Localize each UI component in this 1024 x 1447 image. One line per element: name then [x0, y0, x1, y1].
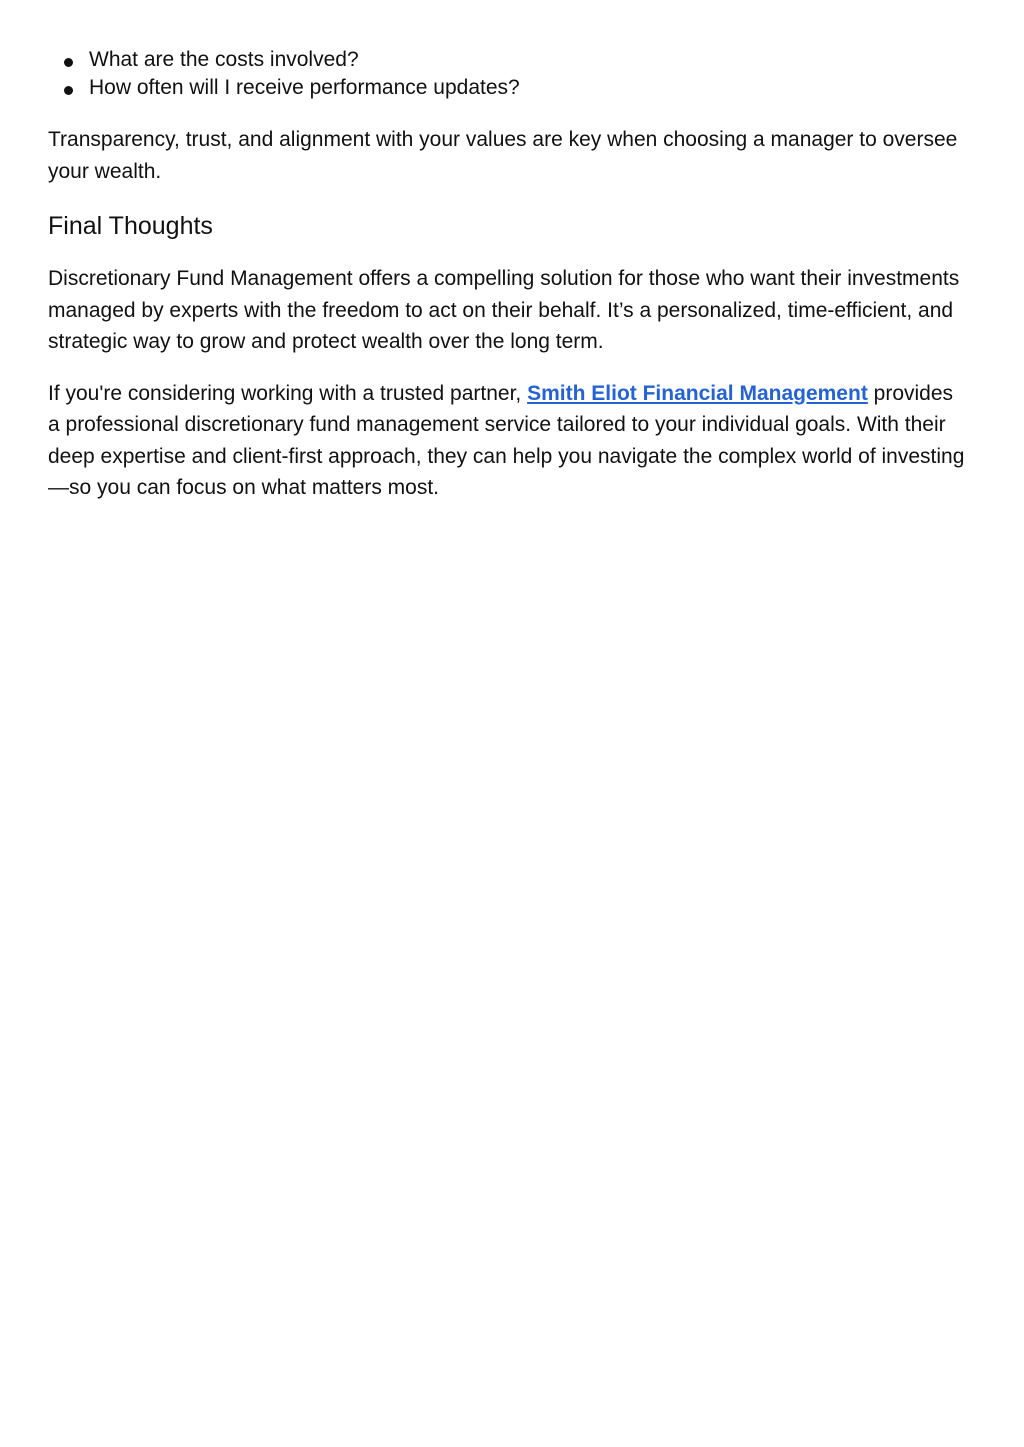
transparency-paragraph: Transparency, trust, and alignment with your values are key when choosing a manager to oversee your wealth.	[48, 128, 958, 183]
list-item	[48, 74, 968, 102]
list-item	[48, 46, 968, 74]
partner-text-before: If you're considering working with a trusted partner,	[48, 381, 528, 405]
bullet-dot-icon	[64, 58, 73, 67]
document-page	[48, 46, 968, 504]
partner-text-after: provides a professional discretionary fund management service tailored to your individual goals. With their deep expertise and client-first approach, they can help you navigate the complex world of investing—so you can focus on what matters most.	[48, 381, 965, 499]
partner-paragraph	[48, 378, 968, 504]
discretionary-paragraph: Discretionary Fund Management offers a compelling solution for those who want their investments managed by experts with the freedom to act on their behalf. It’s a personalized, time-efficient, and strategic way to grow and protect wealth over the long term.	[48, 267, 960, 353]
list-item-text: What are the costs involved?	[89, 48, 359, 71]
list-item-text: How often will I receive performance updates?	[89, 76, 520, 99]
bullet-dot-icon	[64, 86, 73, 95]
question-list	[48, 46, 968, 102]
section-heading-final-thoughts: Final Thoughts	[48, 212, 213, 240]
smith-eliot-link[interactable]: Smith Eliot Financial Management	[527, 381, 868, 405]
